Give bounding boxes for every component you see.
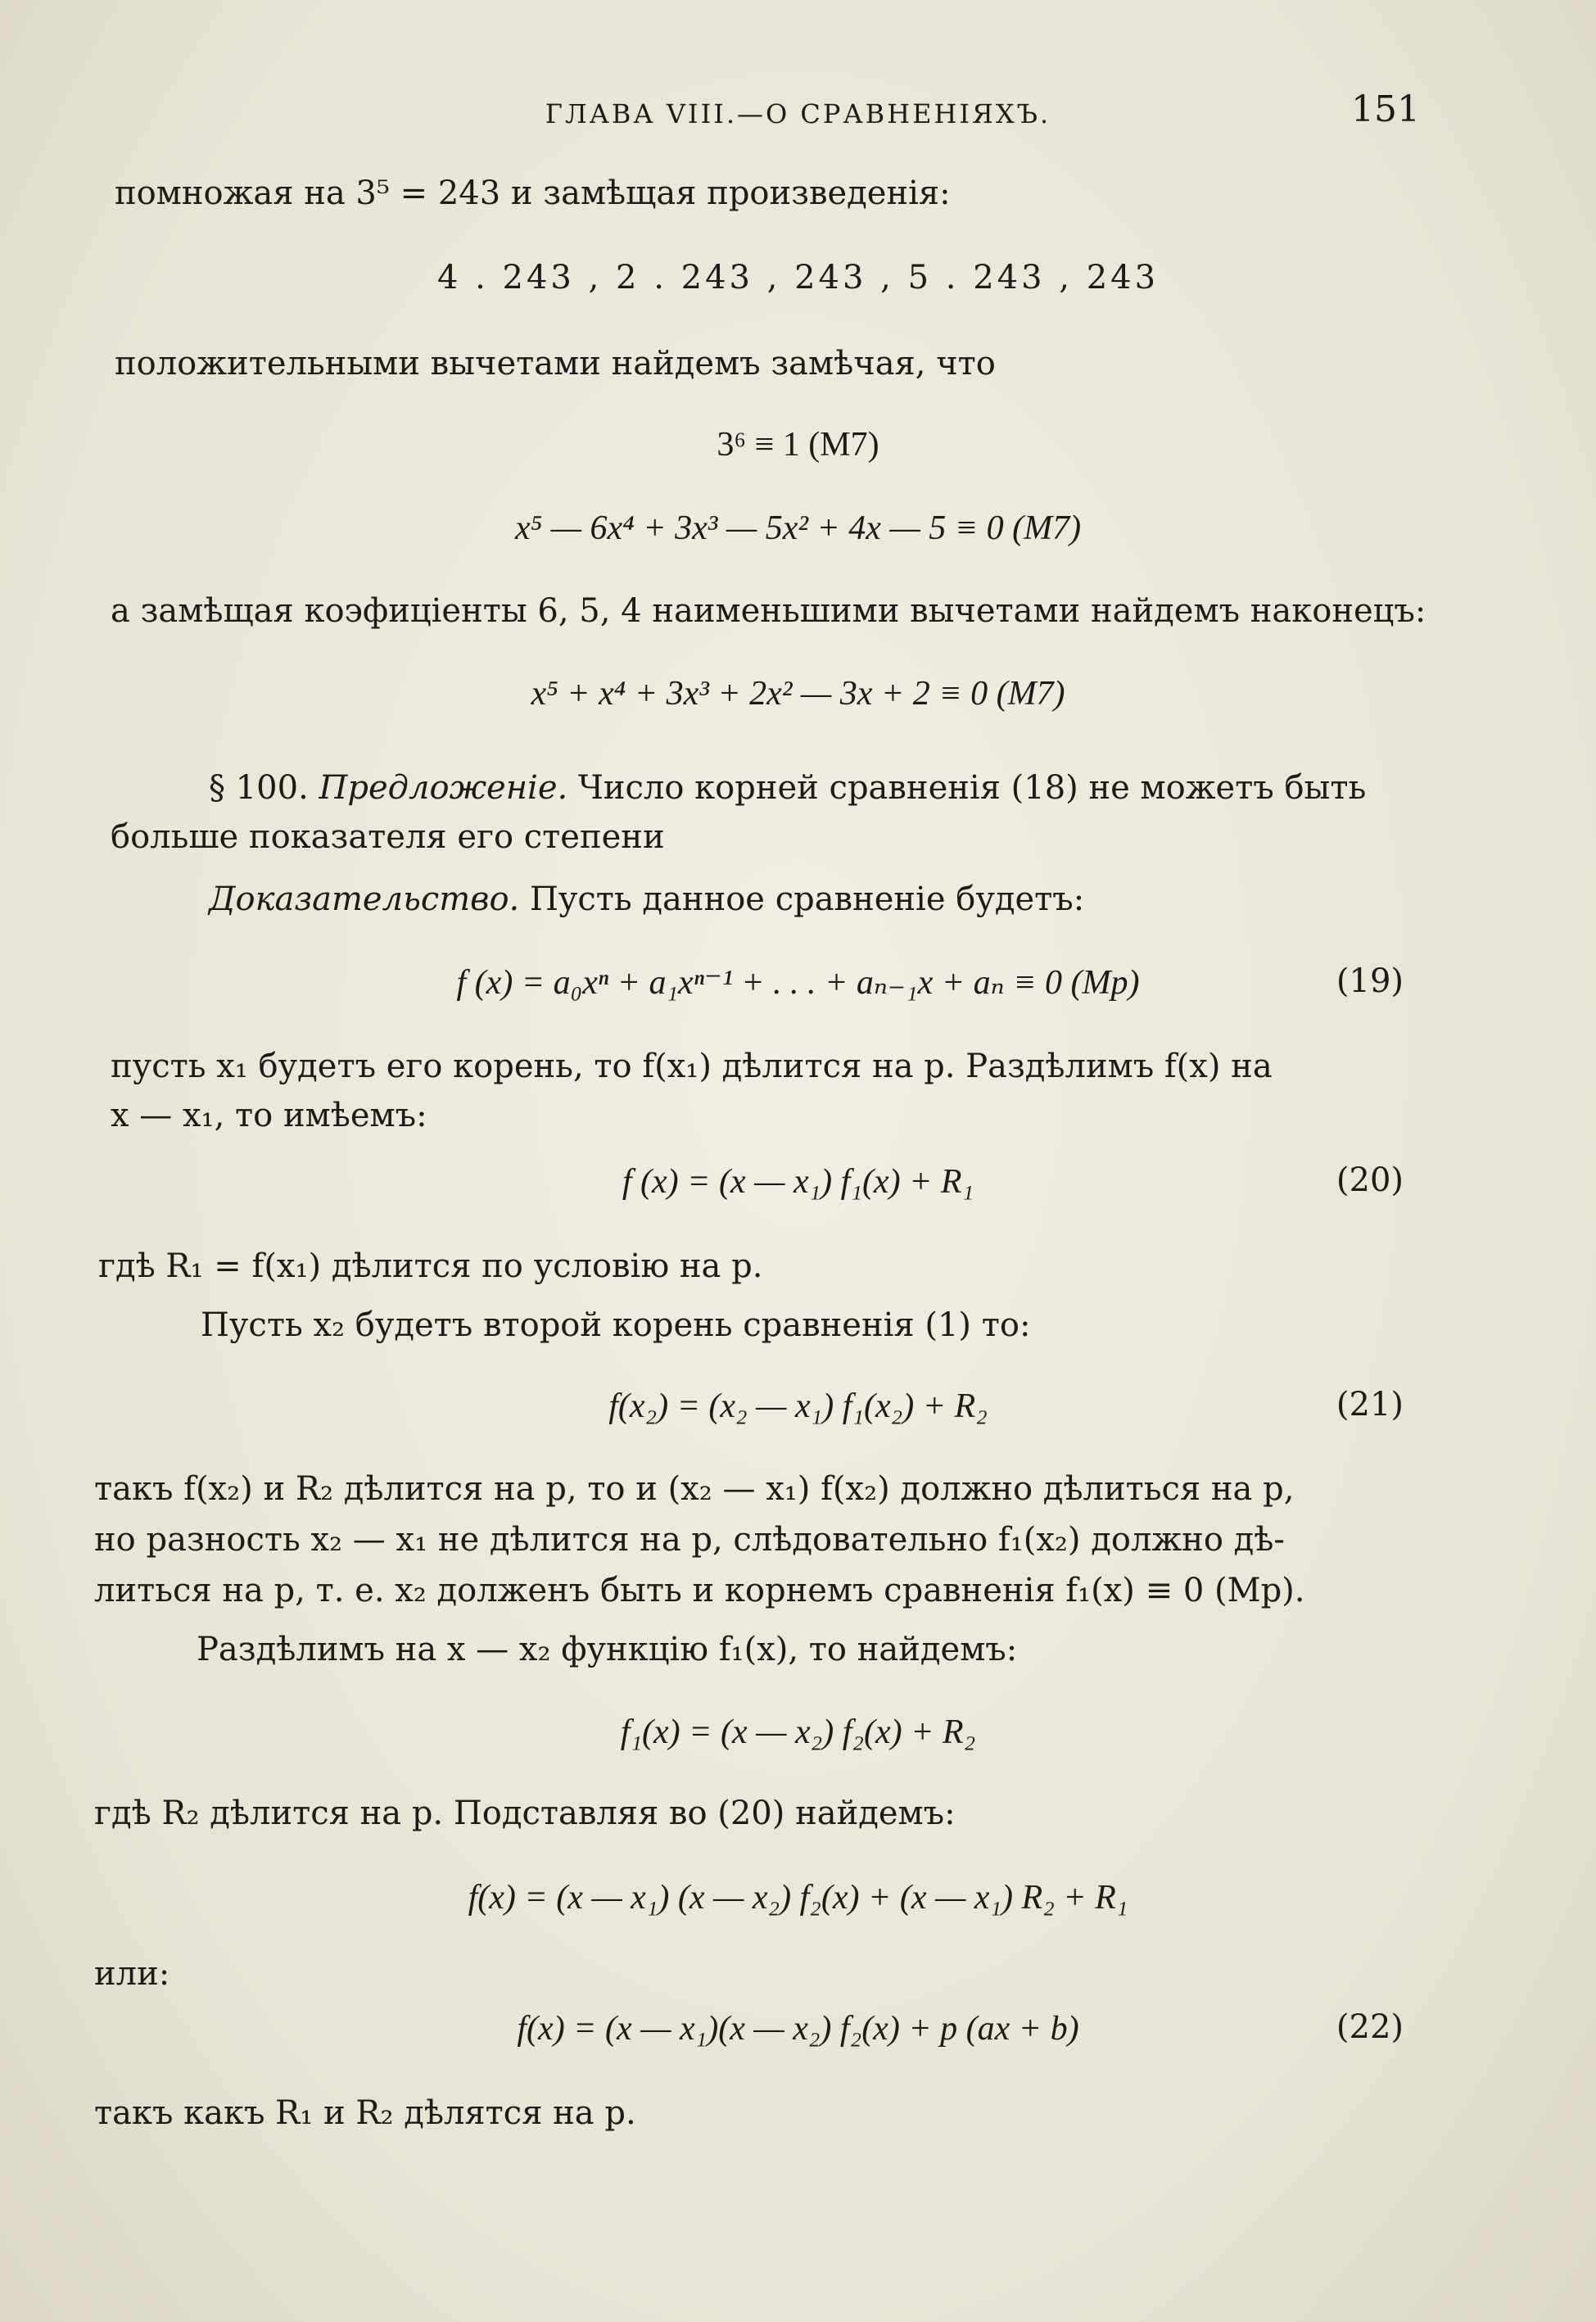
- proof-label: Доказательство.: [209, 880, 520, 918]
- eq-number-19: (19): [1336, 962, 1404, 1000]
- formula-22: f(x) = (x — x₁)(x — x₂) f₂(x) + p (ax + b): [517, 2010, 1079, 2048]
- text-line-1: помножая на 3⁵ = 243 и замѣщая произведенія:: [115, 174, 951, 212]
- text-line-14: такъ какъ R₁ и R₂ дѣлятся на p.: [94, 2094, 636, 2132]
- eq-number-22: (22): [1336, 2008, 1404, 2046]
- section-proposition-label: Предложеніе.: [319, 769, 568, 807]
- text-line-6: гдѣ R₁ = f(x₁) дѣлится по условію на p.: [98, 1247, 763, 1285]
- text-line-13: или:: [94, 1955, 170, 1993]
- text-line-2: положительными вычетами найдемъ замѣчая, что: [115, 345, 996, 382]
- section-mark: § 100.: [209, 769, 309, 807]
- text-line-4: пусть x₁ будетъ его корень, то f(x₁) дѣлится на p. Раздѣлимъ f(x) на: [111, 1048, 1273, 1085]
- eq-number-21: (21): [1336, 1386, 1404, 1424]
- products-row: 4 . 243 , 2 . 243 , 243 , 5 . 243 , 243: [436, 259, 1160, 296]
- text-line-5: x — x₁, то имѣемъ:: [111, 1097, 427, 1134]
- section-100-line-2: больше показателя его степени: [111, 818, 665, 856]
- formula-f1-division: f₁(x) = (x — x₂) f₂(x) + R₂: [620, 1713, 976, 1751]
- text-line-11: Раздѣлимъ на x — x₂ функцію f₁(x), то найдемъ:: [197, 1631, 1018, 1668]
- eq-number-20: (20): [1336, 1161, 1404, 1199]
- formula-20: f (x) = (x — x₁) f₁(x) + R₁: [622, 1163, 974, 1201]
- section-statement: Число корней сравненія (18) не можетъ быть: [577, 769, 1367, 807]
- running-header: ГЛАВА VIII.—О СРАВНЕНІЯХЪ.: [545, 98, 1051, 129]
- formula-polynomial-1: x⁵ — 6x⁴ + 3x³ — 5x² + 4x — 5 ≡ 0 (M7): [514, 509, 1082, 547]
- proof-intro: [209, 880, 1084, 919]
- formula-congruence-1: 3⁶ ≡ 1 (M7): [717, 426, 879, 464]
- formula-21: f(x₂) = (x₂ — x₁) f₁(x₂) + R₂: [608, 1387, 988, 1425]
- section-100-line-1: [209, 768, 1366, 808]
- text-line-8: такъ f(x₂) и R₂ дѣлится на p, то и (x₂ — x₁) f(x₂) должно дѣлиться на p,: [94, 1470, 1295, 1508]
- formula-19: f (x) = a₀xⁿ + a₁xⁿ⁻¹ + . . . + aₙ₋₁x + aₙ ≡ 0 (Mp): [456, 964, 1140, 1002]
- text-line-9: но разность x₂ — x₁ не дѣлится на p, слѣдовательно f₁(x₂) должно дѣ-: [94, 1521, 1285, 1559]
- text-line-10: литься на p, т. е. x₂ долженъ быть и корнемъ сравненія f₁(x) ≡ 0 (Mp).: [94, 1572, 1305, 1609]
- text-line-12: гдѣ R₂ дѣлится на p. Подставляя во (20) найдемъ:: [94, 1795, 956, 1832]
- formula-polynomial-2: x⁵ + x⁴ + 3x³ + 2x² — 3x + 2 ≡ 0 (M7): [531, 675, 1065, 713]
- text-line-7: Пусть x₂ будетъ второй корень сравненія (1) то:: [201, 1306, 1031, 1344]
- proof-text: Пусть данное сравненіе будетъ:: [529, 880, 1085, 918]
- text-line-3: а замѣщая коэфиціенты 6, 5, 4 наименьшими вычетами найдемъ наконецъ:: [111, 592, 1426, 630]
- formula-substitution: f(x) = (x — x₁) (x — x₂) f₂(x) + (x — x₁) R₂ + R₁: [468, 1879, 1128, 1917]
- page-number: 151: [1351, 88, 1420, 130]
